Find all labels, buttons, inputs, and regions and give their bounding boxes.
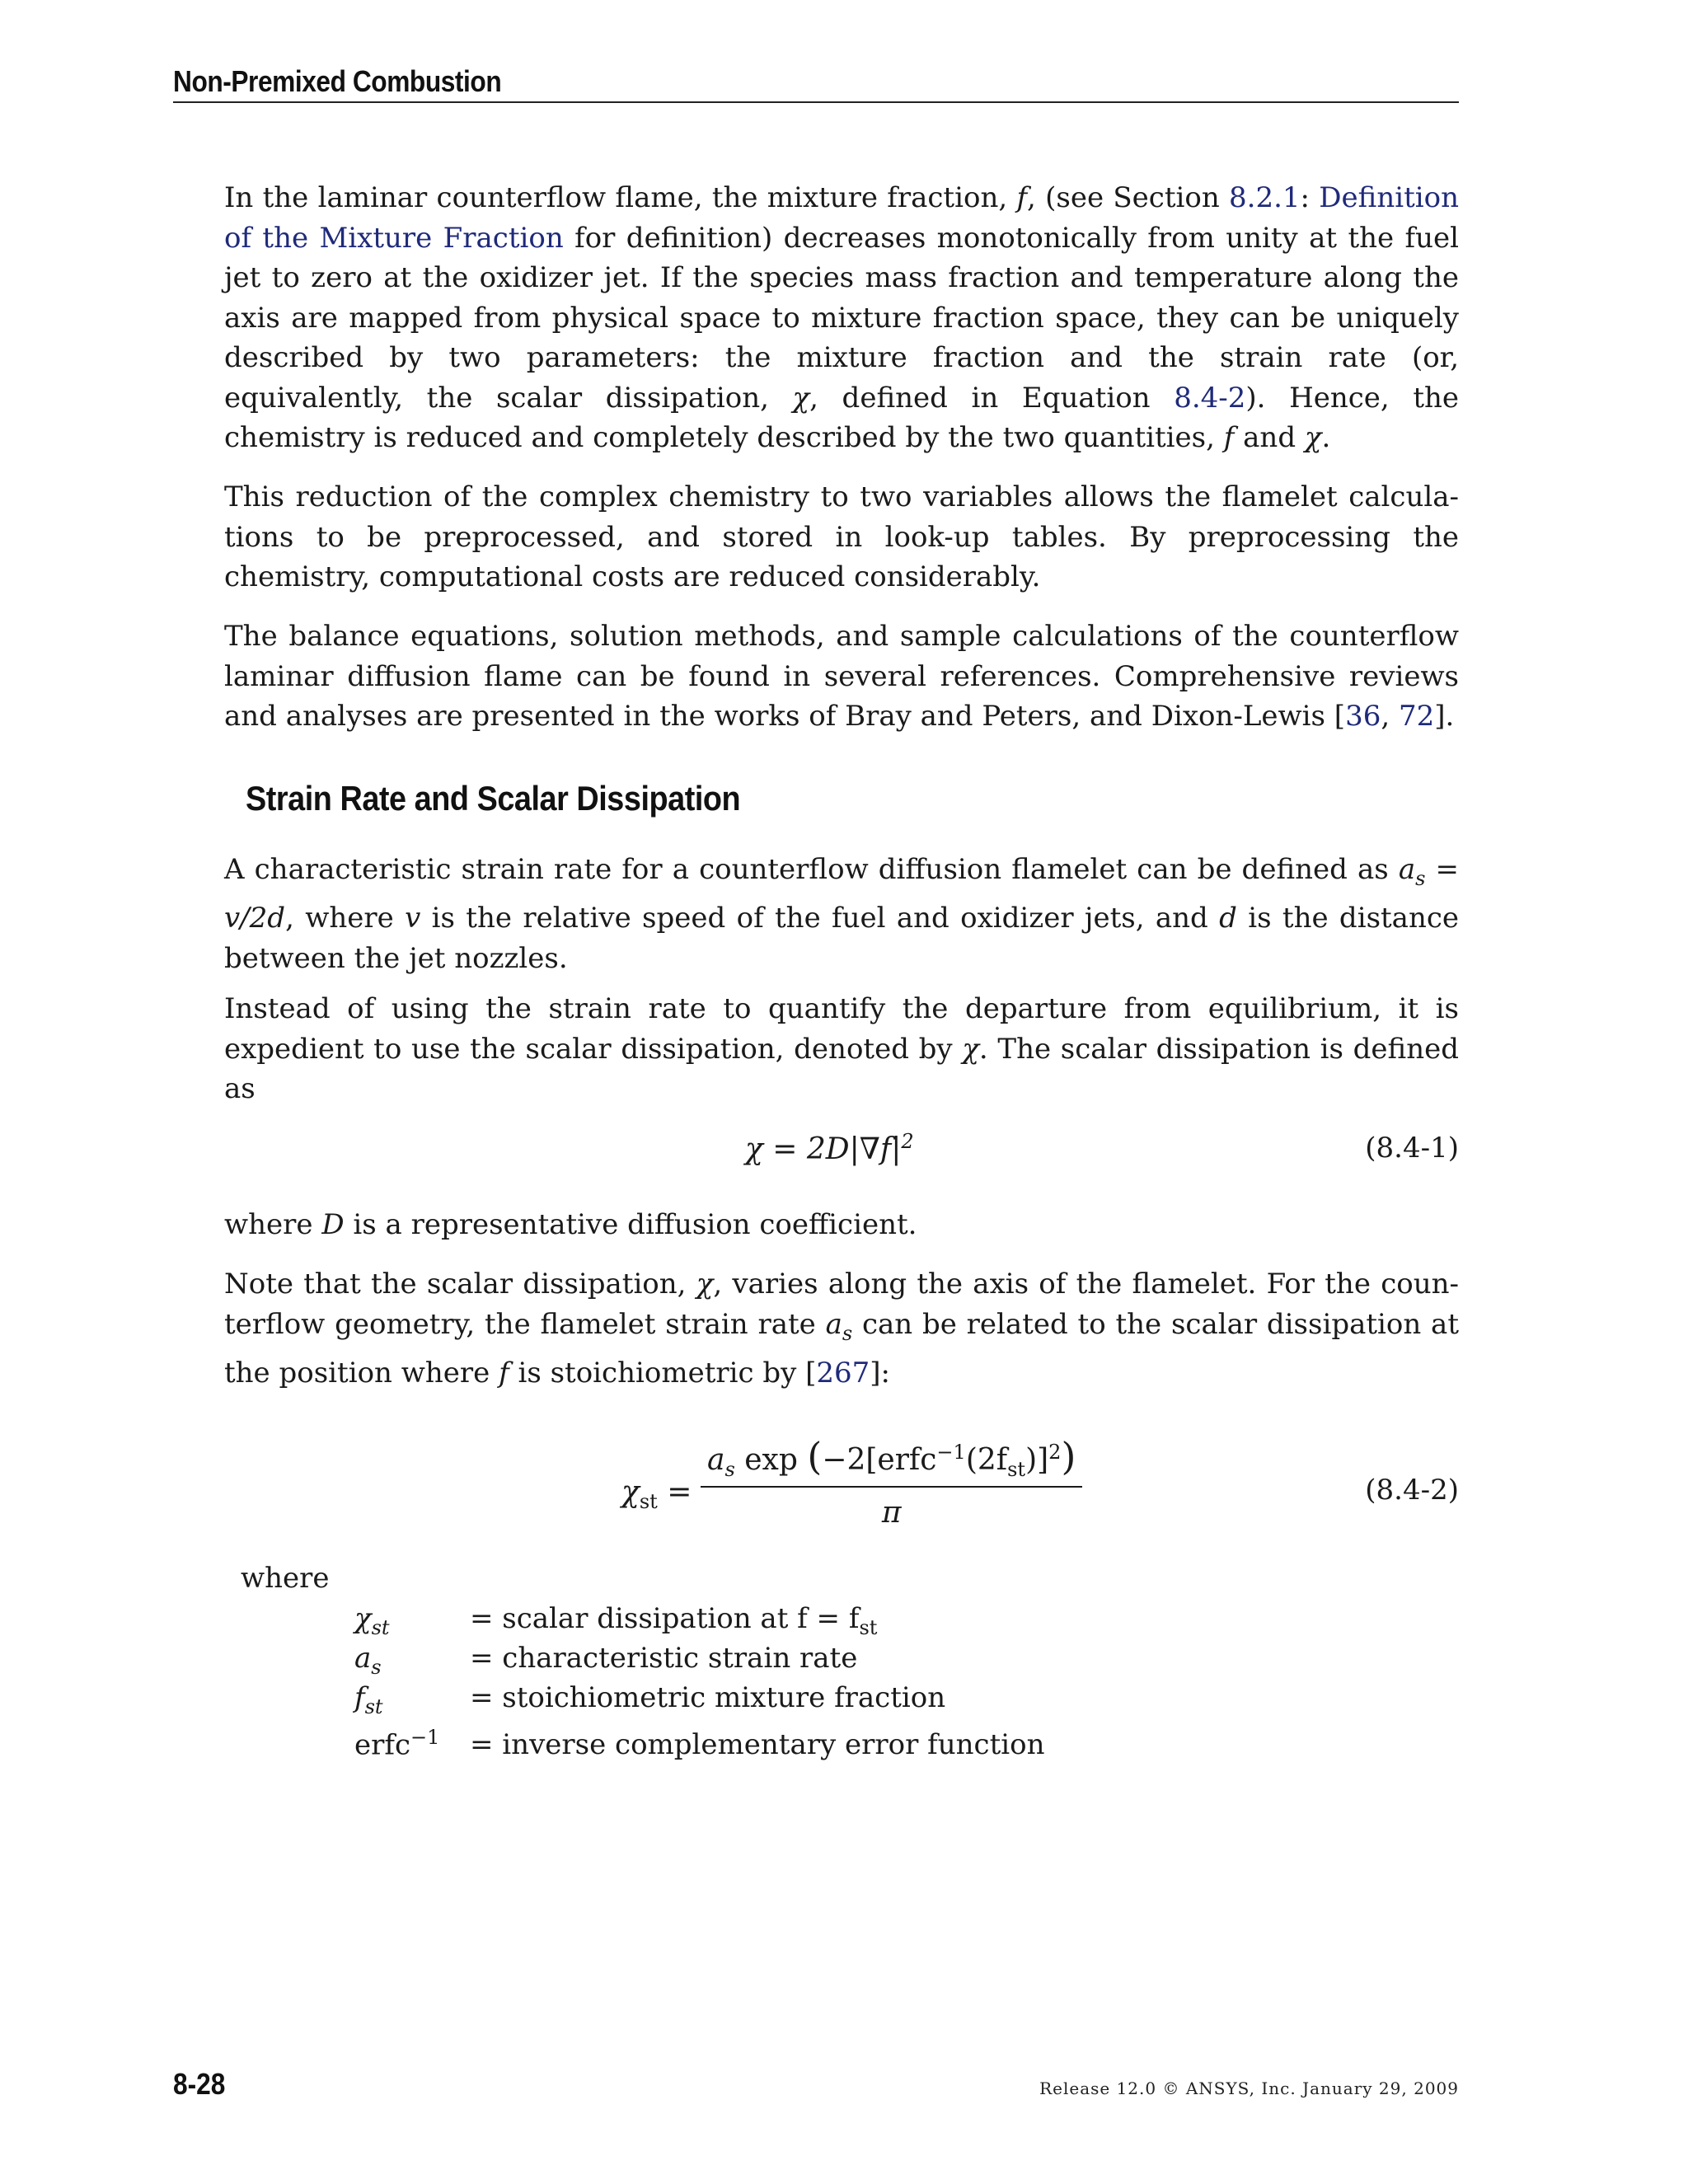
definition-symbol: $a_s$ <box>354 1642 382 1679</box>
definition-text: = scalar dissipation at $f = f_{st}$ <box>470 1602 878 1639</box>
math-v: v <box>405 902 421 935</box>
page-number: 8-28 <box>173 2067 226 2101</box>
text-run: for definition) decreases monotonically from unity at the fuel jet to zero at the oxidizer jet. If the species mass fraction and temperature along the axis are mapped from physical space to mixture fraction space, they can be uniquely described by two parameters: the mixture fraction and the strain rate (or, equivalently, the scalar dissipation, <box>224 221 1459 415</box>
text-run: A characteristic strain rate for a counterflow diffusion flamelet can be defined as <box>224 853 1399 886</box>
equation-number: (8.4-1) <box>1365 1132 1459 1165</box>
definition-row <box>354 1678 1044 1718</box>
paragraph-reduction: This reduction of the complex chemistry to two variables allows the flamelet calcula-tions to be preprocessed, and stored in look-up tables. By preprocessing the chemistry, computational costs are reduced considerably. <box>224 480 1459 593</box>
paragraph-stoichiometric <box>224 1264 1459 1393</box>
definition-symbol: erfc$^{-1}$ <box>354 1726 440 1762</box>
text-run: can be related to the scalar dissipation at the position where <box>224 1307 1459 1390</box>
text-run: and <box>1234 421 1305 454</box>
equation-8-4-1 <box>224 1125 1459 1174</box>
text-run: , <box>1381 700 1399 733</box>
text-run: : <box>1300 181 1320 214</box>
text-run: is stoichiometric by [ <box>509 1356 817 1390</box>
text-run: = <box>1425 853 1459 886</box>
link-equation-8-4-2[interactable]: 8.4-2 <box>1174 381 1246 415</box>
math-D: D <box>321 1208 345 1241</box>
text-run: is the distance between the jet nozzles. <box>224 902 1460 975</box>
text-run: where <box>224 1208 322 1241</box>
fraction-numerator: $a_s$ $\exp (-2[erfc^{-1}(2f_{st})]^2)$ <box>701 1434 1082 1488</box>
equation-body: $\chi = 2D|\nabla f|^2$ <box>745 1130 914 1166</box>
equation-number: (8.4-2) <box>1365 1474 1459 1507</box>
text-run: ). Hence, the chemistry is reduced and completely described by the two quantities, <box>224 381 1460 454</box>
equation-fraction <box>701 1434 1082 1530</box>
release-footer: Release 12.0 © ANSYS, Inc. January 29, 2009 <box>1039 2079 1459 2098</box>
text-run: is the relative speed of the fuel and oxidizer jets, and <box>420 902 1220 935</box>
link-section-8-2-1[interactable]: 8.2.1 <box>1229 181 1301 214</box>
link-ref-267[interactable]: 267 <box>816 1356 870 1390</box>
math-chi: χ <box>1304 421 1322 454</box>
text-run: . <box>1321 421 1331 454</box>
definition-text: = stoichiometric mixture fraction <box>470 1681 946 1714</box>
definition-text: = inverse complementary error function <box>470 1728 1045 1762</box>
text-run: , varies along the axis of the flamelet. For the coun-terflow geometry, the flamelet strain rate <box>224 1268 1459 1341</box>
text-run: In the laminar counterflow flame, the mixture fraction, <box>224 181 1017 214</box>
where-label: where <box>241 1562 330 1595</box>
text-run: ]: <box>870 1356 891 1390</box>
definition-row <box>354 1638 1044 1678</box>
math-v-over-2d: v/2d <box>224 902 286 935</box>
paragraph-balance-equations <box>224 616 1459 737</box>
definition-row <box>354 1599 1044 1638</box>
definition-text: = characteristic strain rate <box>470 1642 858 1675</box>
paragraph-scalar-dissipation <box>224 989 1459 1109</box>
text-run: ]. <box>1434 700 1455 733</box>
text-run: Note that the scalar dissipation, <box>224 1268 696 1301</box>
equation-lhs: $\chi_{st}$ = <box>621 1475 692 1514</box>
math-as: $a_s$ <box>1398 853 1426 890</box>
equation-8-4-2 <box>224 1434 1459 1541</box>
definition-symbol: $\chi_{st}$ <box>354 1602 390 1639</box>
text-run: The balance equations, solution methods, and sample calculations of the counterflow laminar diffusion flame can be found in several references. Comprehensive reviews and analyses are presented in the works of Bray and Peters, and Dixon-Lewis [ <box>224 620 1459 733</box>
text-run: Instead of using the strain rate to quantify the departure from equilibrium, it is expedient to use the scalar dissipation, denoted by <box>224 992 1459 1066</box>
link-definition-mixture-fraction[interactable]: Definition of the Mixture Fraction <box>224 181 1460 255</box>
text-run: is a representative diffusion coefficient. <box>344 1208 917 1241</box>
math-chi: χ <box>792 381 810 415</box>
paragraph-diffusion-coefficient <box>224 1205 1459 1245</box>
math-chi: χ <box>696 1268 714 1301</box>
math-d: d <box>1219 902 1237 935</box>
link-ref-72[interactable]: 72 <box>1398 700 1435 733</box>
text-run: , (see Section <box>1027 181 1230 214</box>
math-chi: χ <box>962 1032 979 1066</box>
math-f: f <box>499 1356 509 1390</box>
math-f: f <box>1223 421 1235 454</box>
header-rule <box>173 101 1459 103</box>
math-f: f <box>1016 181 1028 214</box>
running-title: Non-Premixed Combustion <box>173 64 502 98</box>
definitions-list <box>354 1599 1045 1762</box>
text-run: , where <box>285 902 406 935</box>
section-heading: Strain Rate and Scalar Dissipation <box>246 779 741 818</box>
paragraph-strain-rate <box>224 850 1459 978</box>
math-as: $a_s$ <box>825 1307 853 1345</box>
paragraph-mixture-fraction <box>224 178 1459 458</box>
text-run: , defined in Equation <box>809 381 1175 415</box>
link-ref-36[interactable]: 36 <box>1345 700 1381 733</box>
definition-row <box>354 1718 1045 1762</box>
fraction-denominator: π <box>881 1496 902 1530</box>
definition-symbol: $f_{st}$ <box>354 1681 383 1718</box>
text-run: . The scalar dissipation is defined as <box>224 1032 1459 1105</box>
